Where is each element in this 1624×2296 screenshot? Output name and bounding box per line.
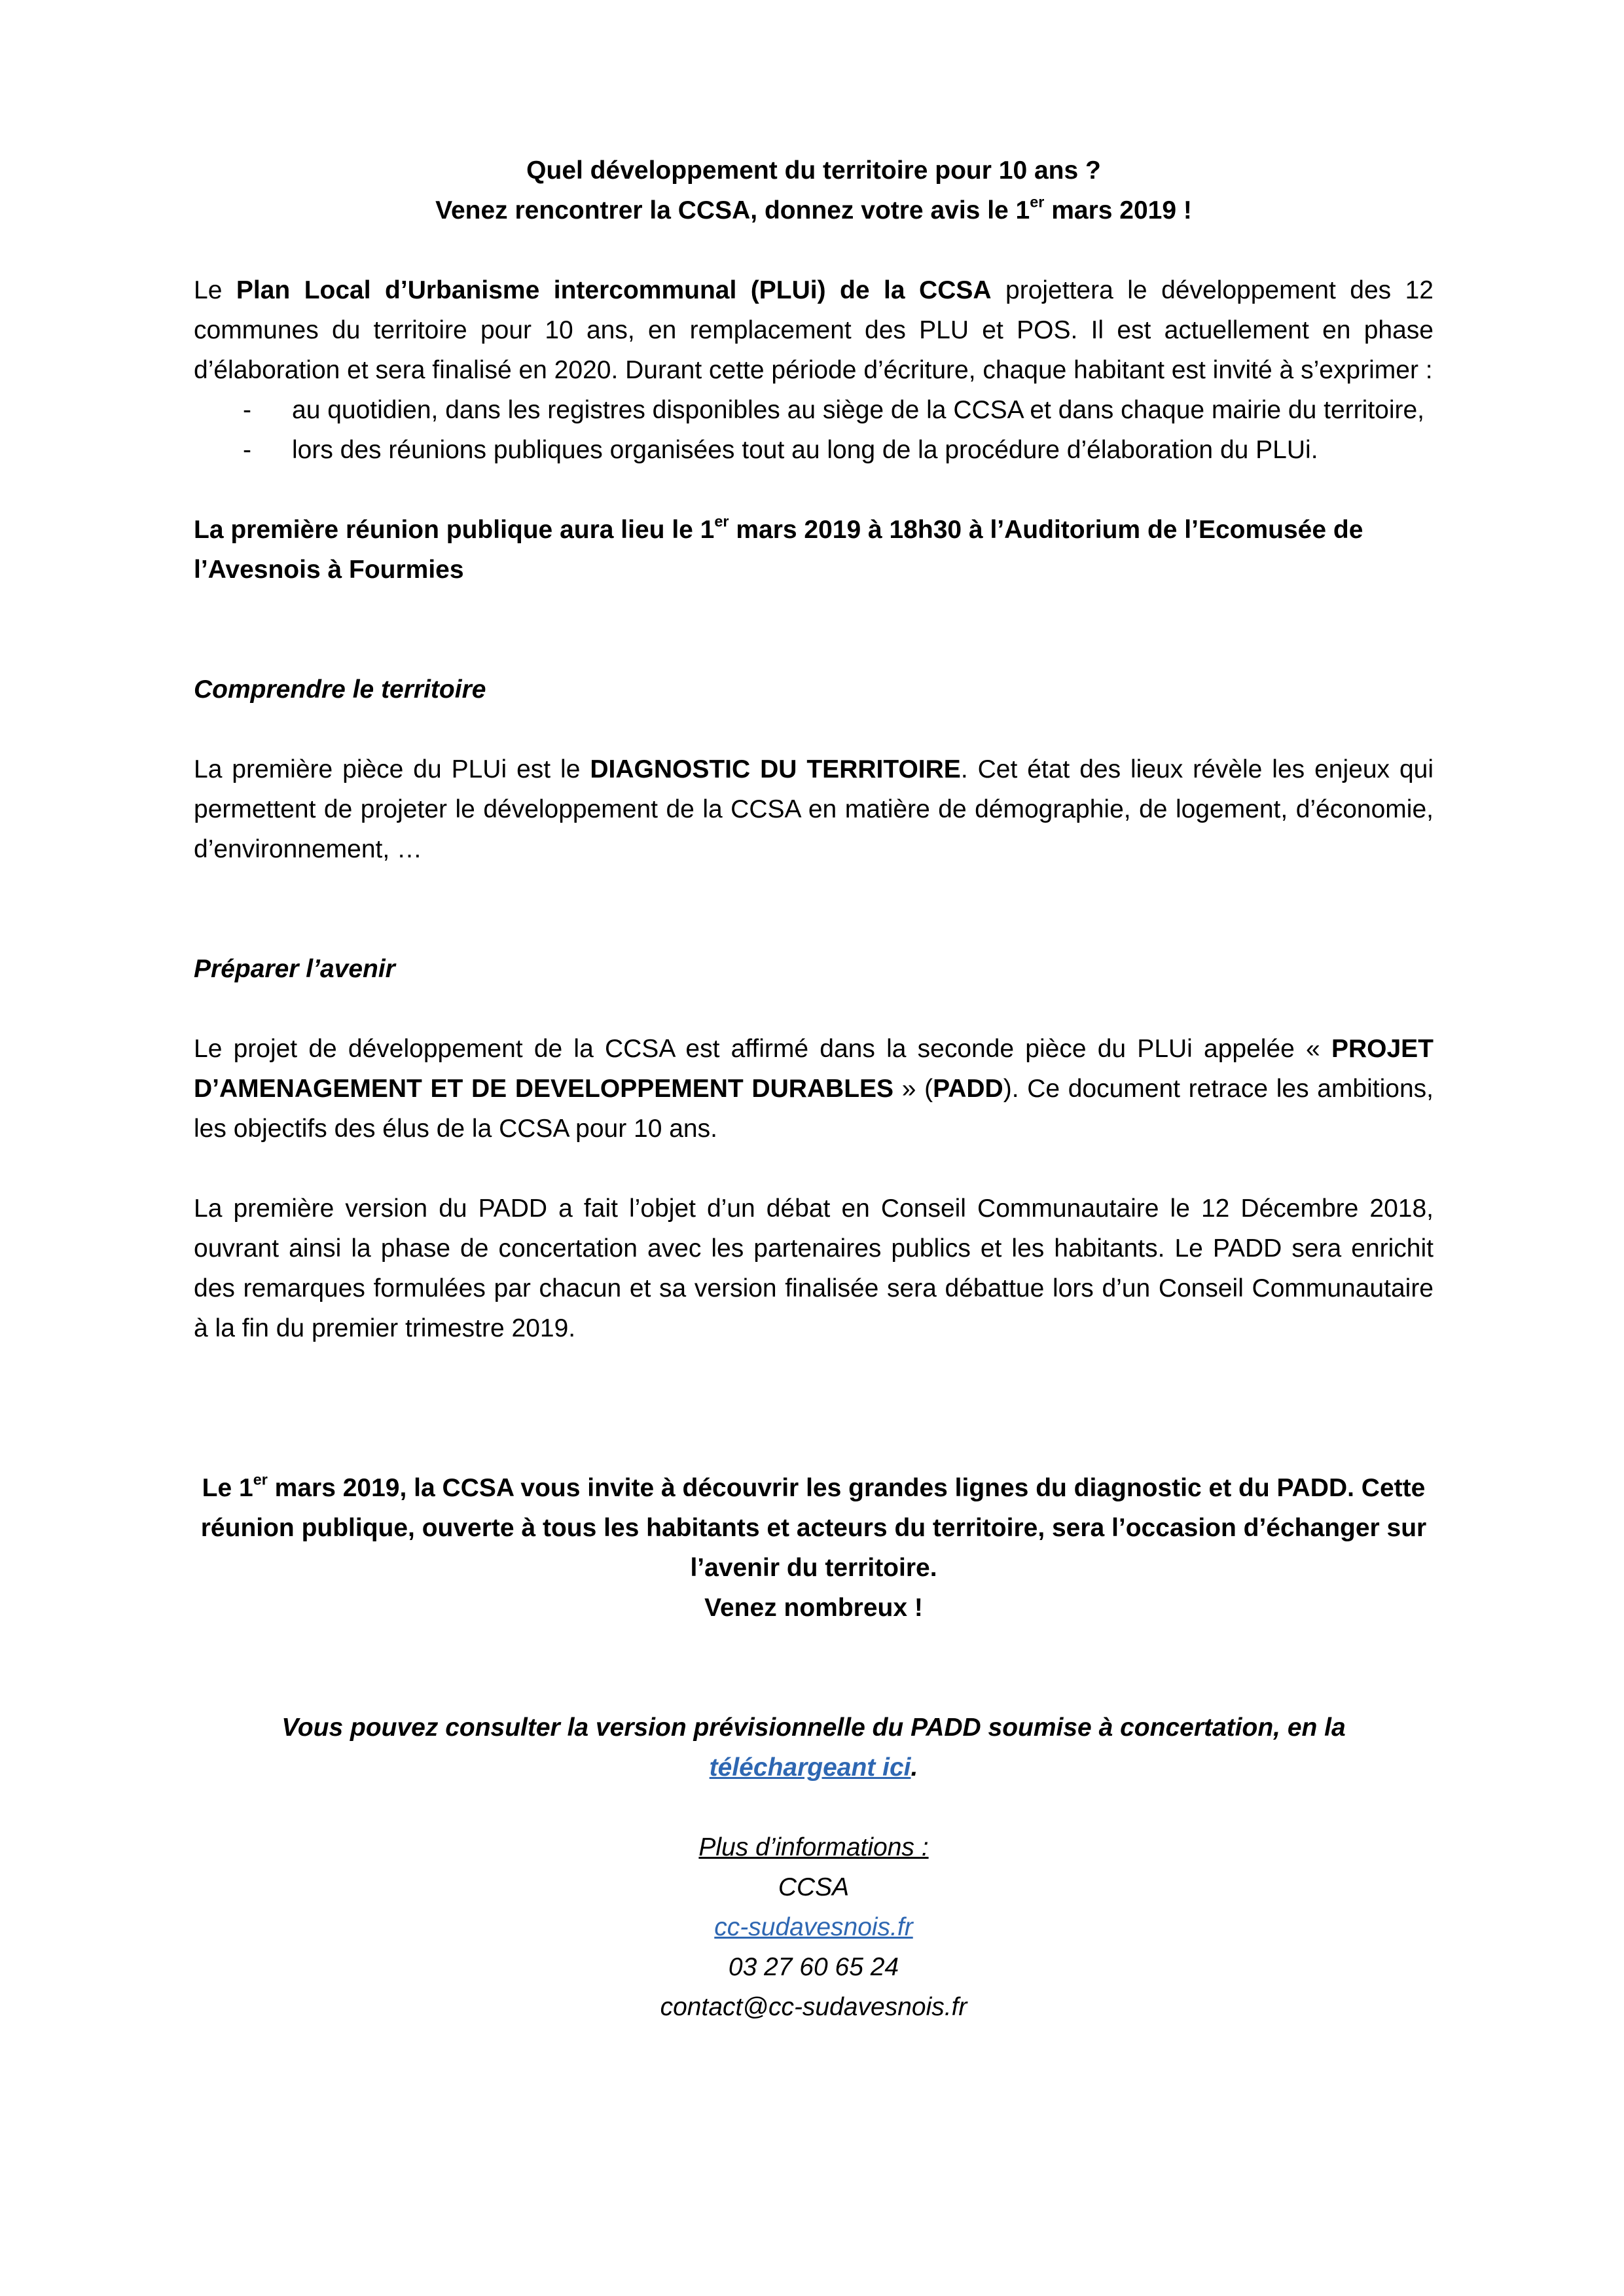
- invite-closing: Venez nombreux !: [704, 1594, 923, 1622]
- list-item-text: lors des réunions publiques organisées tout au long de la procédure d’élaboration du PLUi.: [292, 436, 1318, 464]
- contact-email: contact@cc-sudavesnois.fr: [660, 1993, 967, 2021]
- padd-full-name: PROJET D’AMENAGEMENT ET DE DEVELOPPEMENT DURABLES: [194, 1035, 1434, 1103]
- section2-text-3: ). Ce document retrace les ambitions, les objectifs des élus de la CCSA pour 10 ans.: [194, 1075, 1434, 1143]
- contact-org: CCSA: [778, 1873, 850, 1901]
- title-superscript: er: [1030, 193, 1045, 211]
- section2-text-2: » (: [893, 1075, 933, 1103]
- section2-text-1: Le projet de développement de la CCSA est affirmé dans la seconde pièce du PLUi appelée «: [194, 1035, 1331, 1063]
- title-line-2: Venez rencontrer la CCSA, donnez votre avis le 1: [435, 196, 1030, 224]
- intro-plui-name: Plan Local d’Urbanisme intercommunal (PLUi) de la CCSA: [236, 276, 992, 304]
- meeting-text-1: La première réunion publique aura lieu le 1: [194, 516, 715, 544]
- section1-text-1: La première pièce du PLUi est le: [194, 755, 590, 783]
- list-item: [194, 390, 1434, 430]
- title-line-2-end: mars 2019 !: [1044, 196, 1192, 224]
- title-line-1: Quel développement du territoire pour 10 ans ?: [526, 156, 1101, 185]
- meeting-superscript: er: [714, 512, 729, 530]
- section2-paragraph-1: [194, 1029, 1434, 1149]
- website-link[interactable]: cc-sudavesnois.fr: [714, 1913, 913, 1941]
- list-item-text: au quotidien, dans les registres disponibles au siège de la CCSA et dans chaque mairie du territoire,: [292, 396, 1425, 424]
- participation-list: [194, 390, 1434, 470]
- list-dash: -: [243, 396, 251, 424]
- consult-end: .: [911, 1753, 918, 1782]
- intro-text-2: projettera le développement des 12 communes du territoire pour 10 ans, en remplacement des PLU et POS. Il est actuellement en phase d’élaboration et sera finalisé en 2020. Durant cette période d’écriture, chaque habitant est invité à s’exprimer :: [194, 276, 1434, 384]
- diagnostic-term: DIAGNOSTIC DU TERRITOIRE: [590, 755, 961, 783]
- list-dash: -: [243, 436, 251, 464]
- section-heading-comprendre: Comprendre le territoire: [194, 675, 486, 704]
- invite-superscript: er: [253, 1471, 268, 1488]
- contact-phone: 03 27 60 65 24: [728, 1953, 899, 1981]
- consult-text: Vous pouvez consulter la version prévisionnelle du PADD soumise à concertation, en la: [281, 1713, 1346, 1742]
- invite-text-2: mars 2019, la CCSA vous invite à découvrir les grandes lignes du diagnostic et du PADD. Cette réunion publique, ouverte à tous les habitants et acteurs du territoire, sera l’occasion d’échanger sur l’avenir du territoire.: [200, 1474, 1427, 1582]
- meeting-text-2: mars 2019 à 18h30 à l’Auditorium de l’Ecomusée de l’Avesnois à Fourmies: [194, 516, 1363, 584]
- section-heading-preparer: Préparer l’avenir: [194, 955, 395, 983]
- contact-heading: Plus d’informations :: [698, 1833, 929, 1861]
- invitation-paragraph: [194, 1468, 1434, 1628]
- contact-block: [194, 1827, 1434, 2027]
- padd-acronym: PADD: [933, 1075, 1003, 1103]
- section1-paragraph: [194, 749, 1434, 869]
- section1-text-2: . Cet état des lieux révèle les enjeux qui permettent de projeter le développement de la CCSA en matière de démographie, de logement, d’économie, d’environnement, …: [194, 755, 1434, 863]
- meeting-announcement: [194, 510, 1434, 590]
- download-padd-link[interactable]: téléchargeant ici: [709, 1753, 911, 1782]
- document-page: [194, 151, 1434, 2027]
- intro-paragraph: [194, 270, 1434, 390]
- consult-paragraph: [194, 1708, 1434, 1787]
- list-item: [194, 430, 1434, 470]
- document-title: [194, 151, 1434, 230]
- invite-text-1: Le 1: [202, 1474, 253, 1502]
- intro-text-1: Le: [194, 276, 236, 304]
- section2-paragraph-2: La première version du PADD a fait l’objet d’un débat en Conseil Communautaire le 12 Décembre 2018, ouvrant ainsi la phase de concertation avec les partenaires publics et les habitants. Le PADD sera enrichit des remarques formulées par chacun et sa version finalisée sera débattue lors d’un Conseil Communautaire à la fin du premier trimestre 2019.: [194, 1194, 1434, 1342]
